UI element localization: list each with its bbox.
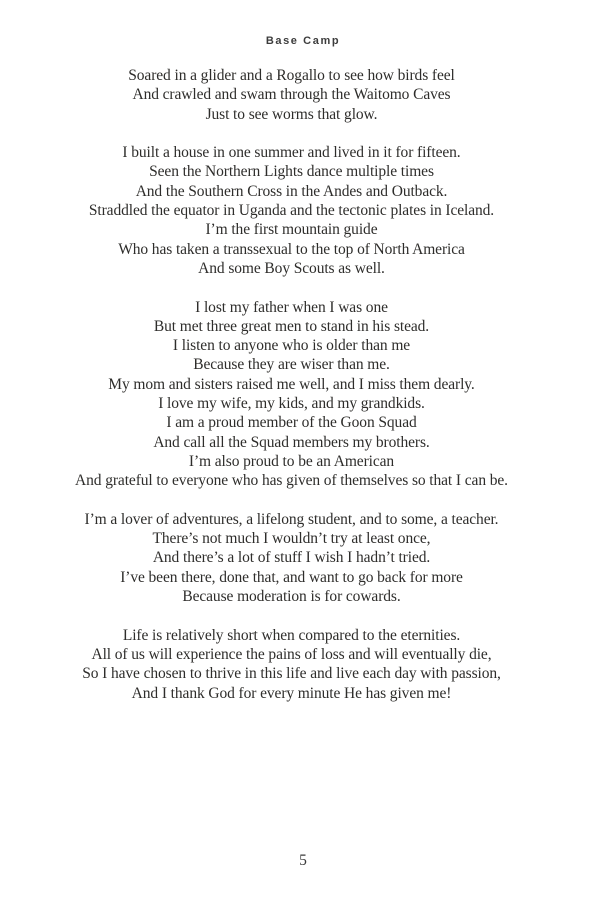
poem-line: But met three great men to stand in his stead. [153,317,430,335]
poem-line: All of us will experience the pains of loss and will eventually die, [91,645,492,663]
stanza [0,510,583,606]
poem-line: I’m a lover of adventures, a lifelong student, and to some, a teacher. [84,510,499,528]
poem-line: I lost my father when I was one [195,298,388,316]
poem-line: And crawled and swam through the Waitomo Caves [132,86,451,104]
poem-line: Just to see worms that glow. [205,105,378,123]
stanza [0,298,583,491]
poem-line: And grateful to everyone who has given of themselves so that I can be. [75,472,508,490]
poem-line: So I have chosen to thrive in this life and live each day with passion, [82,665,501,683]
poem-line: I listen to anyone who is older than me [172,337,411,355]
poem-line: I am a proud member of the Goon Squad [166,414,417,432]
poem-line: Because moderation is for cowards. [182,588,401,606]
poem-line: Straddled the equator in Uganda and the tectonic plates in Iceland. [88,202,495,220]
poem-line: There’s not much I wouldn’t try at least once, [152,530,431,548]
poem-line: Because they are wiser than me. [193,356,390,374]
poem-line: Life is relatively short when compared to the eternities. [122,626,461,644]
poem-line: I’m the first mountain guide [205,221,378,239]
running-header-title: Base Camp [265,35,341,47]
poem-line: And I thank God for every minute He has given me! [131,684,452,702]
poem-line: My mom and sisters raised me well, and I miss them dearly. [108,375,475,393]
poem-line: Who has taken a transsexual to the top of North America [118,240,465,258]
stanza [0,66,583,124]
poem-line: And call all the Squad members my brothers. [153,433,430,451]
stanza [0,143,583,278]
poem-line: Seen the Northern Lights dance multiple times [149,163,434,181]
poem-line: And some Boy Scouts as well. [198,259,385,277]
poem-line: Soared in a glider and a Rogallo to see how birds feel [128,67,455,84]
poem-line: I’ve been there, done that, and want to go back for more [120,568,463,586]
poem-line: And there’s a lot of stuff I wish I hadn’t tried. [152,549,431,567]
poem-line: I’m also proud to be an American [188,452,395,470]
poem-body [0,66,583,722]
page-number: 5 [299,852,307,869]
poem-line: I built a house in one summer and lived in it for fifteen. [122,144,461,162]
poem-line: And the Southern Cross in the Andes and Outback. [135,182,448,200]
poem-line: I love my wife, my kids, and my grandkids. [158,395,425,413]
stanza [0,626,583,703]
